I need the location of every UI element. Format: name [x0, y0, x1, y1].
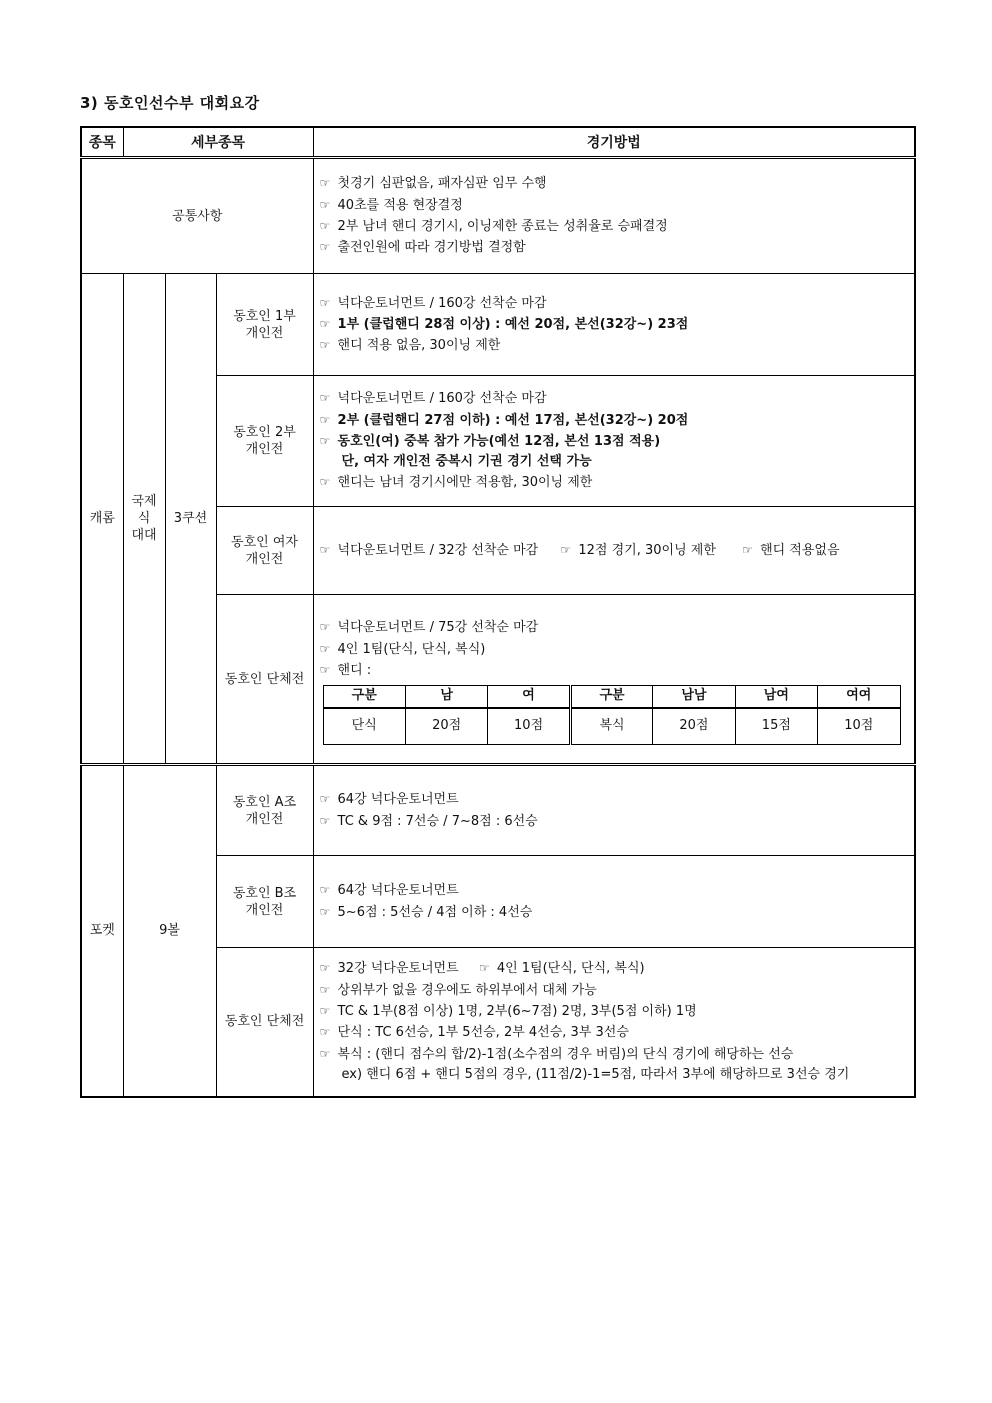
- list-item: ☞ 상위부가 없을 경우에도 하위부에서 대체 가능: [320, 980, 915, 1001]
- pointing-hand-icon: ☞: [560, 542, 572, 557]
- pocket-team-label: 동호인 단체전: [216, 948, 313, 1097]
- carom-event-label: 캐롬: [81, 274, 123, 765]
- carom-div2-label: 동호인 2부 개인전: [216, 376, 313, 507]
- list-item: ☞ 동호인(여) 중복 참가 가능(예선 12점, 본선 13점 적용): [320, 431, 915, 452]
- pointing-hand-icon: ☞: [319, 316, 331, 331]
- handicap-value-cell: 20점: [653, 708, 735, 745]
- handicap-header-cell: 남: [405, 686, 487, 708]
- pointing-hand-icon: ☞: [319, 883, 331, 898]
- pointing-hand-icon: ☞: [319, 663, 331, 677]
- list-item: ☞ 단식 : TC 6선승, 1부 5선승, 2부 4선승, 3부 3선승: [320, 1022, 915, 1043]
- list-item: ☞ 넉다운토너먼트 / 160강 선착순 마감: [320, 388, 915, 409]
- list-item: ☞ 넉다운토너먼트 / 32강 선착순 마감 ☞ 12점 경기, 30이닝 제한 ☞ 핸디 적용없음: [320, 540, 915, 561]
- handicap-value-cell: 복식: [570, 708, 652, 745]
- common-method: [313, 158, 915, 274]
- page-title: 3) 동호인선수부 대회요강: [80, 94, 260, 112]
- list-item: ☞ 4인 1팀(단식, 단식, 복식): [320, 639, 915, 660]
- list-item: ☞ 2부 (클럽핸디 27점 이하) : 예선 17점, 본선(32강~) 20점: [320, 410, 915, 431]
- list-item: ☞ 5~6점 : 5선승 / 4점 이하 : 4선승: [320, 902, 915, 923]
- pointing-hand-icon: ☞: [319, 620, 331, 635]
- handicap-value-cell: 10점: [818, 708, 900, 745]
- list-item: 단, 여자 개인전 중복시 기권 경기 선택 가능: [341, 454, 592, 470]
- handicap-value-cell: 10점: [488, 708, 570, 745]
- list-item: ☞ 첫경기 심판없음, 패자심판 임무 수행: [320, 173, 915, 194]
- handicap-header-cell: 여: [488, 686, 570, 708]
- handicap-value-cell: 15점: [735, 708, 817, 745]
- carom-women-method: [313, 507, 915, 595]
- list-item: ☞ 40초를 적용 현장결정: [320, 195, 915, 216]
- list-item: ☞ 2부 남녀 핸디 경기시, 이닝제한 종료는 성취율로 승패결정: [320, 216, 915, 237]
- carom-game-type: 3쿠션: [165, 274, 216, 765]
- list-item: ☞ 출전인원에 따라 경기방법 결정함: [320, 237, 915, 258]
- list-item: ☞ 넉다운토너먼트 / 75강 선착순 마감: [320, 617, 915, 638]
- common-row: [81, 158, 915, 274]
- handicap-header-cell: 남여: [735, 686, 817, 708]
- pointing-hand-icon: ☞: [319, 433, 331, 448]
- carom-women-label: 동호인 여자 개인전: [216, 507, 313, 595]
- pointing-hand-icon: ☞: [319, 219, 331, 233]
- carom-team-label: 동호인 단체전: [216, 595, 313, 765]
- pointing-hand-icon: ☞: [319, 391, 331, 406]
- pointing-hand-icon: ☞: [319, 792, 331, 807]
- pointing-hand-icon: ☞: [319, 982, 331, 997]
- handicap-header-cell: 구분: [570, 686, 652, 708]
- list-item: ☞ 1부 (클럽핸디 28점 이상) : 예선 20점, 본선(32강~) 23점: [320, 314, 915, 335]
- pointing-hand-icon: ☞: [742, 542, 753, 557]
- pointing-hand-icon: ☞: [319, 641, 331, 656]
- pocket-a-method: [313, 765, 915, 856]
- pointing-hand-icon: ☞: [319, 412, 331, 427]
- handicap-value-row: [323, 708, 900, 745]
- pointing-hand-icon: ☞: [319, 176, 331, 191]
- header-method: 경기방법: [313, 127, 915, 158]
- pocket-a-row: [81, 765, 915, 856]
- handicap-header-cell: 구분: [323, 686, 405, 708]
- tournament-rules-table: [80, 126, 916, 1098]
- handicap-header-cell: 남남: [653, 686, 735, 708]
- header-sub-event: 세부종목: [123, 127, 313, 158]
- pointing-hand-icon: ☞: [319, 1046, 331, 1061]
- list-item: ☞ 복식 : (핸디 점수의 합/2)-1점(소수점의 경우 버림)의 단식 경기에 해당하는 선승: [320, 1044, 915, 1065]
- pointing-hand-icon: ☞: [319, 240, 331, 255]
- handicap-value-cell: 단식: [323, 708, 405, 745]
- pocket-a-label: 동호인 A조 개인전: [216, 765, 313, 856]
- header-event: 종목: [81, 127, 123, 158]
- list-item: ☞ TC & 1부(8점 이상) 1명, 2부(6~7점) 2명, 3부(5점 이하) 1명: [320, 1001, 915, 1022]
- table-header-row: [81, 127, 915, 158]
- list-item: ☞ 넉다운토너먼트 / 160강 선착순 마감: [320, 293, 915, 314]
- list-item: ☞ 64강 넉다운토너먼트: [320, 789, 915, 810]
- carom-team-method: [313, 595, 915, 765]
- pointing-hand-icon: ☞: [319, 1003, 331, 1018]
- pointing-hand-icon: ☞: [319, 475, 331, 490]
- common-label: 공통사항: [81, 158, 313, 274]
- carom-div1-row: [81, 274, 915, 376]
- list-item: ☞ 64강 넉다운토너먼트: [320, 880, 915, 901]
- pointing-hand-icon: ☞: [319, 961, 331, 976]
- list-item: ☞ TC & 9점 : 7선승 / 7~8점 : 6선승: [320, 811, 915, 832]
- list-item: ex) 핸디 6점 + 핸디 5점의 경우, (11점/2)-1=5점, 따라서 3부에 해당하므로 3선승 경기: [341, 1066, 850, 1082]
- list-item: ☞ 핸디 적용 없음, 30이닝 제한: [320, 335, 915, 356]
- list-item: ☞ 32강 넉다운토너먼트 ☞ 4인 1팀(단식, 단식, 복식): [320, 958, 915, 979]
- list-item: ☞ 핸디는 남녀 경기시에만 적용함, 30이닝 제한: [320, 472, 915, 493]
- list-item: ☞ 핸디 :: [320, 660, 915, 681]
- pointing-hand-icon: ☞: [478, 961, 490, 976]
- pocket-b-method: [313, 856, 915, 948]
- carom-div2-method: [313, 376, 915, 507]
- carom-div1-label: 동호인 1부 개인전: [216, 274, 313, 376]
- carom-table-size: 국제 식 대대: [123, 274, 165, 765]
- pointing-hand-icon: ☞: [319, 1025, 331, 1040]
- pointing-hand-icon: ☞: [319, 338, 331, 353]
- handicap-header-row: [323, 686, 900, 708]
- carom-div1-method: [313, 274, 915, 376]
- pointing-hand-icon: ☞: [319, 542, 331, 557]
- pointing-hand-icon: ☞: [319, 813, 331, 828]
- pointing-hand-icon: ☞: [319, 197, 331, 212]
- handicap-header-cell: 여여: [818, 686, 900, 708]
- handicap-table: [323, 685, 901, 744]
- pocket-b-label: 동호인 B조 개인전: [216, 856, 313, 948]
- pocket-event-label: 포켓: [81, 765, 123, 1097]
- pocket-team-method: [313, 948, 915, 1097]
- pocket-game-type: 9볼: [123, 765, 216, 1097]
- pointing-hand-icon: ☞: [319, 295, 331, 310]
- pointing-hand-icon: ☞: [319, 904, 331, 919]
- handicap-value-cell: 20점: [405, 708, 487, 745]
